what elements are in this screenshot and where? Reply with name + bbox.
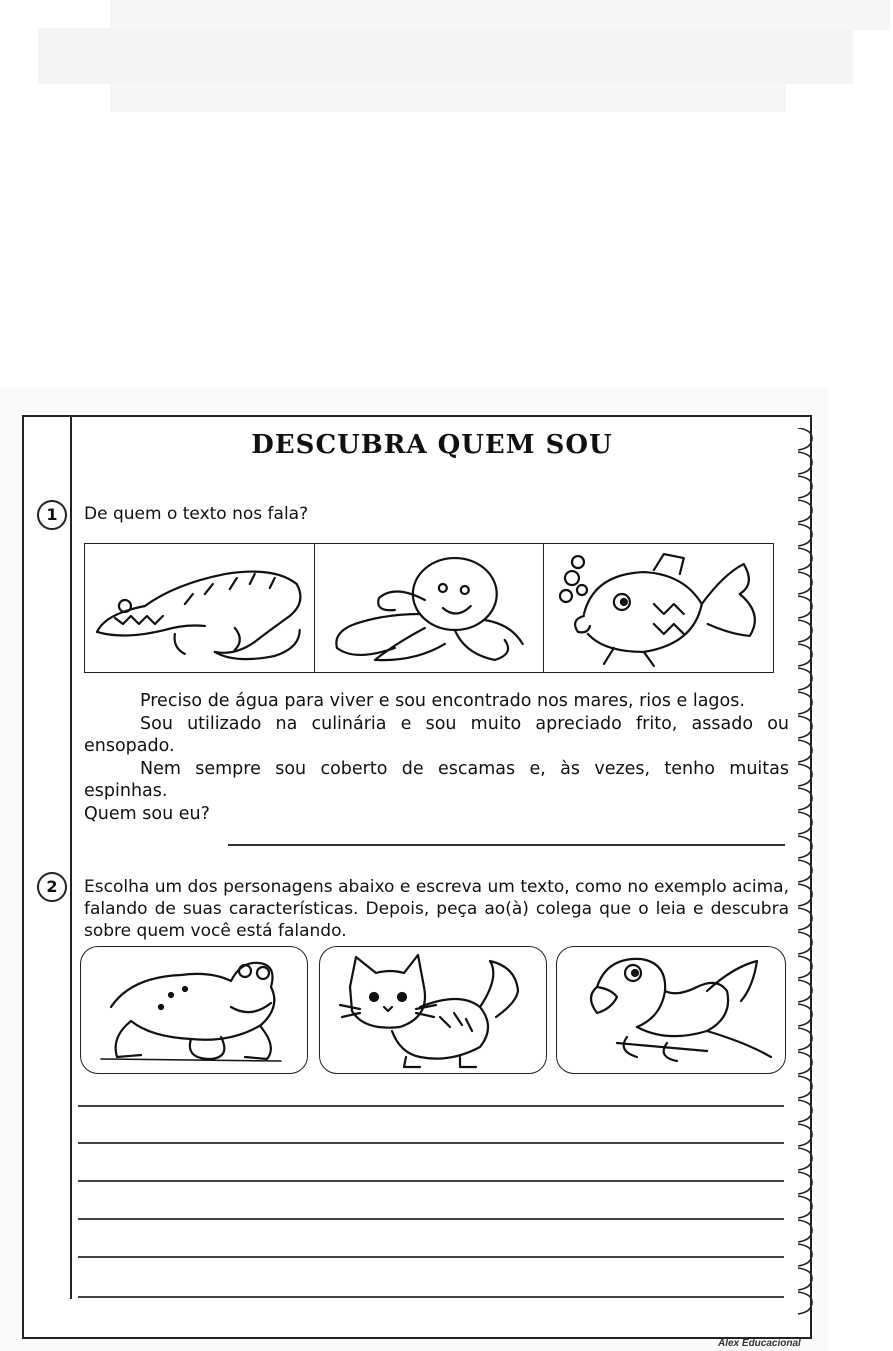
question-prompt: Escolha um dos personagens abaixo e escreva um texto, como no exemplo acima, falando de suas características. Depois, peça ao(à) colega que o leia e descubra sobre quem você está falando. (84, 877, 789, 941)
question-number: 1 (37, 500, 67, 530)
scan-band (110, 0, 890, 30)
riddle-text (84, 690, 789, 825)
writing-line[interactable] (78, 1142, 784, 1144)
image-strip (84, 543, 774, 673)
answer-line[interactable] (228, 844, 785, 846)
page-title: DESCUBRA QUEM SOU (251, 430, 613, 460)
brand-logo-text: Alex Educacional (718, 1338, 801, 1349)
question-prompt: De quem o texto nos fala? (84, 504, 309, 524)
cat-drawing (319, 946, 547, 1074)
fish-drawing (544, 544, 773, 672)
octopus-drawing (315, 544, 545, 672)
parrot-drawing (556, 946, 786, 1074)
alligator-drawing (85, 544, 315, 672)
scan-band (110, 84, 786, 112)
question-number: 2 (37, 872, 67, 902)
riddle-line: Nem sempre sou coberto de escamas e, às vezes, tenho muitas espinhas. (84, 758, 789, 801)
writing-line[interactable] (78, 1180, 784, 1182)
writing-line[interactable] (78, 1296, 784, 1298)
scan-band (38, 28, 853, 84)
spiral-binding (792, 428, 822, 1318)
writing-line[interactable] (78, 1256, 784, 1258)
margin-line (70, 415, 72, 1299)
riddle-line: Sou utilizado na culinária e sou muito apreciado frito, assado ou ensopado. (84, 713, 789, 756)
writing-line[interactable] (78, 1105, 784, 1107)
frog-drawing (80, 946, 308, 1074)
riddle-question: Quem sou eu? (84, 803, 210, 824)
riddle-line: Preciso de água para viver e sou encontrado nos mares, rios e lagos. (140, 691, 745, 711)
writing-line[interactable] (78, 1218, 784, 1220)
